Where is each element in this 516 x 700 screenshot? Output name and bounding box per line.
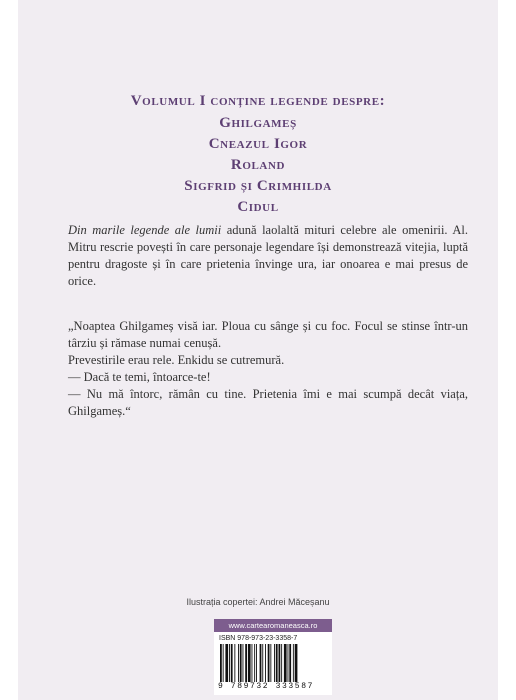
book-description: [68, 222, 468, 290]
legend-item: Sigfrid și Crimhilda: [184, 178, 332, 194]
book-description-text: adună laolaltă mituri celebre ale omenirii. Al. Mitru rescrie povești în care personaje legendare își demonstrează vitejia, luptă pentru dragoste și în care prietenia învinge ura, iar onoarea e mai presus de orice.: [68, 223, 468, 288]
book-title: Din marile legende ale lumii: [68, 223, 222, 237]
contents-intro: Volumul I conține legende despre:: [130, 93, 386, 109]
isbn-box: [214, 619, 332, 695]
quote-line: „Noaptea Ghilgameș visă iar. Ploua cu sânge și cu foc. Focul se stinse într-un târziu și rămase numai cenușă.: [68, 319, 468, 350]
legend-item: Cidul: [237, 199, 279, 215]
legend-item: Roland: [230, 157, 286, 173]
back-cover: [18, 0, 498, 700]
quote-line: — Nu mă întorc, rămân cu tine. Prietenia îmi e mai scumpă decât viața, Ghilgameș.“: [68, 387, 468, 418]
publisher-website: www.cartearomaneasca.ro: [214, 619, 332, 632]
contents-heading: [18, 92, 498, 218]
legend-item: Cneazul Igor: [208, 136, 308, 152]
quote-line: — Dacă te temi, întoarce-te!: [68, 370, 211, 384]
barcode-digits: 9 789732 333587: [218, 682, 315, 691]
quote-line: Prevestirile erau rele. Enkidu se cutremură.: [68, 353, 285, 367]
excerpt-quote: [68, 318, 468, 420]
legend-item: Ghilgameș: [219, 115, 297, 131]
isbn-number: ISBN 978-973-23-3358-7: [219, 635, 298, 642]
illustration-credit: Ilustrația copertei: Andrei Măceșanu: [186, 597, 330, 607]
barcode-icon: [218, 644, 328, 682]
